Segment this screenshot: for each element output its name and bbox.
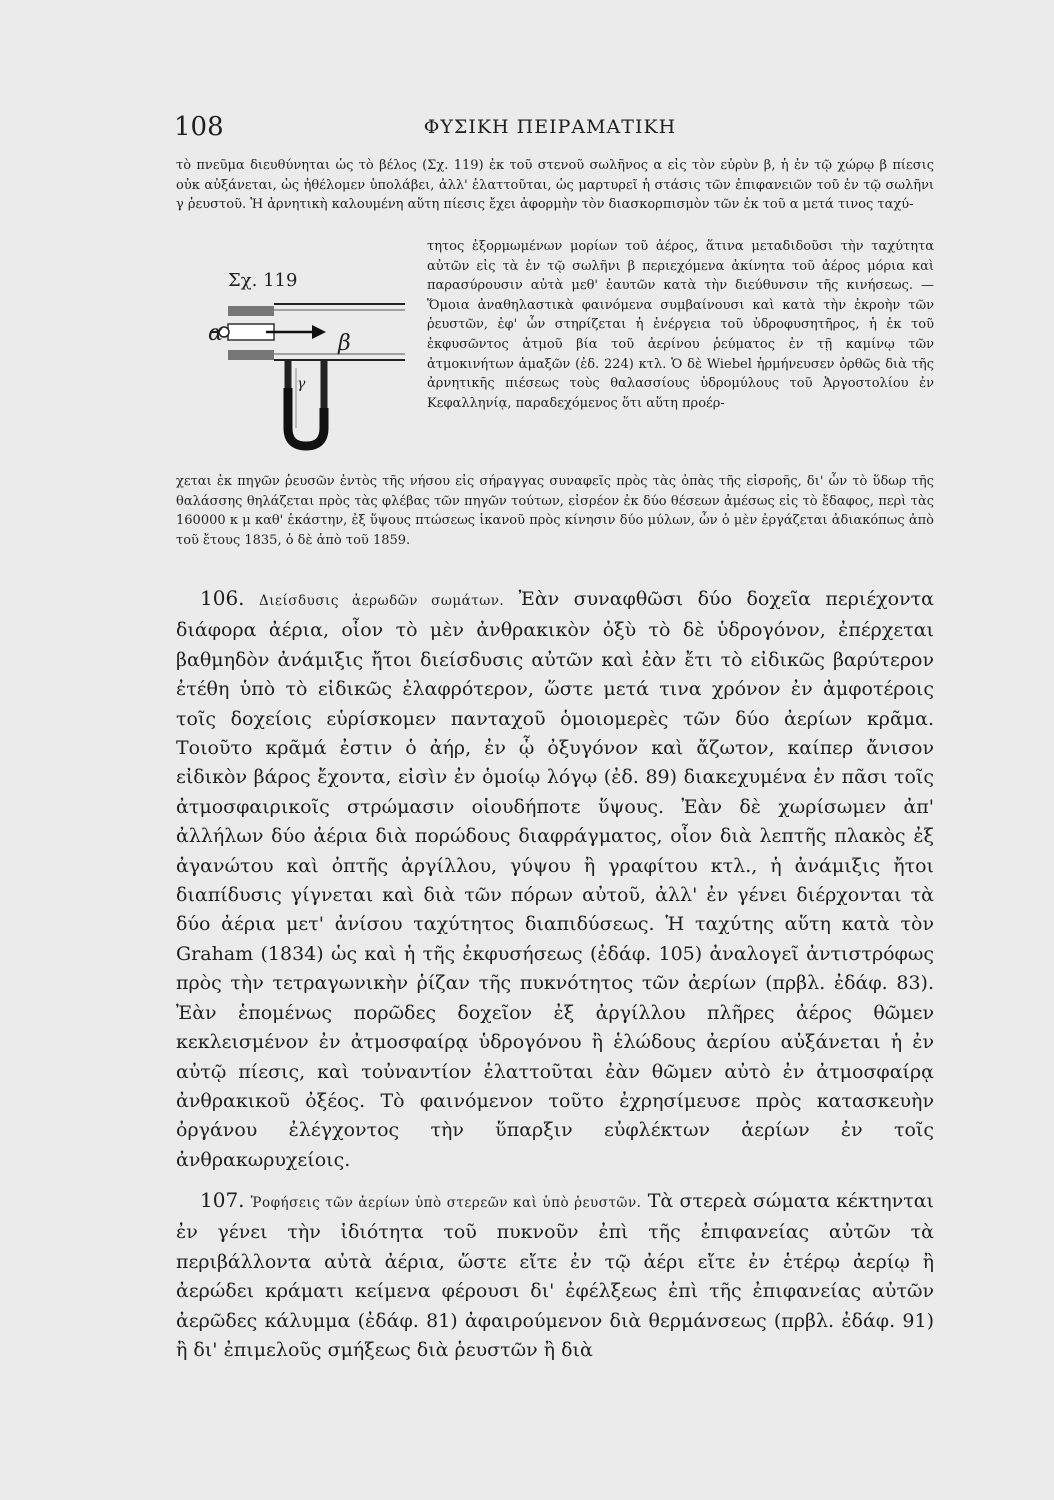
tube-diagram <box>200 268 420 458</box>
section-106 <box>176 584 934 1175</box>
paragraph-continuation: χεται ἐκ πηγῶν ῥευσῶν ἐντὸς τῆς νήσου εἰς σήραγγας συναφεῖς πρὸς τὰς ὀπὰς τῆς εἰσροῆς, δι' ὧν τὸ ὕδωρ τῆς θαλάσσης θηλάζεται πρὸς τὰς φλέβας τῶν πηγῶν τούτων, εἰσρέον ἐκ δύο θέσεων ἀμέσως εἰς τὸ ἔδαφος, περὶ τὰς 160000 κ μ καθ' ἑκάστην, ἐξ ὕψους πτώσεως ἱκανοῦ πρὸς κίνησιν δύο μύλων, ὧν ὁ μὲν ἐργάζεται ἀδιακόπως ἀπὸ τοῦ ἔτους 1835, ὁ δὲ ἀπὸ τοῦ 1859. <box>176 474 934 548</box>
page-number: 108 <box>174 112 224 142</box>
section-106-heading: Διείσδυσις ἀερωδῶν σωμάτων. <box>258 593 505 609</box>
figure-caption: Σχ. 119 <box>228 270 298 291</box>
section-107-text: Τὰ στερεὰ σώματα κέκτηνται ἐν γένει τὴν ἰδιότητα τοῦ πυκνοῦν ἐπὶ τῆς ἐπιφανείας αὐτῶν τὰ περιβάλλοντα αὐτὰ ἀέρια, ὥστε εἴτε ἐν τῷ ἀέρι εἴτε ἐν ἑτέρῳ ἀερίῳ ἢ ἀερώδει κράματι κείμενα φέρουσι δι' ἐφέλξεως ἐπὶ τῆς ἐπιφανείας αὐτῶν ἀερῶδες κάλυμμα (ἐδάφ. 81) ἀφαιρούμενον διὰ θερμάνσεως (πρβλ. ἐδάφ. 91) ἢ δι' ἐπιμελοῦς σμήξεως διὰ ῥευστῶν ἢ διὰ <box>176 1190 934 1362</box>
section-107 <box>176 1186 934 1365</box>
label-b: β <box>338 331 351 356</box>
section-107-heading: Ῥοφήσεις τῶν ἀερίων ὑπὸ στερεῶν καὶ ὑπὸ ῥευστῶν. <box>250 1195 642 1211</box>
section-106-text: Ἐὰν συναφθῶσι δύο δοχεῖα περιέχοντα διάφορα ἀέρια, οἷον τὸ μὲν ἀνθρακικὸν ὀξὺ τὸ δὲ ὑδρογόνον, ἐπέρχεται βαθμηδὸν ἀνάμιξις ἤτοι διείσδυσις αὐτῶν καὶ ἐὰν ἔτι τὸ εἰδικῶς βαρύτερον ἐτέθη ὑπὸ τὸ εἰδικῶς ἐλαφρότερον, ὥστε μετά τινα χρόνον ἐν ἀμφοτέροις τοῖς δοχείοις εὑρίσκομεν πανταχοῦ ὁμοιομερὲς τῶν δύο ἀερίων κρᾶμα. Τοιοῦτο κρᾶμά ἐστιν ὁ ἀήρ, ἐν ᾧ ὀξυγόνον καὶ ἄζωτον, καίπερ ἄνισον εἰδικὸν βάρος ἔχοντα, εἰσὶν ἐν ὁμοίῳ λόγῳ (ἐδ. 89) διακεχυμένα ἐν πᾶσι τοῖς ἀτμοσφαιρικοῖς στρώμασιν οἱουδήποτε ὕψους. Ἐὰν δὲ χωρίσωμεν ἀπ' ἀλλήλων δύο ἀέρια διὰ πορώδους διαφράγματος, οἷον διὰ λεπτῆς πλακὸς ἐξ ἀγανώτου καὶ ὀπτῆς ἀργίλλου, γύψου ἢ γραφίτου κτλ., ἡ ἀνάμιξις ἤτοι διαπίδυσις γίγνεται καὶ διὰ τῶν πόρων αὐτοῦ, ἀλλ' ἐν γένει διέρχονται τὰ δύο ἀέρια μετ' ἀνίσου ταχύτητος διαπιδύσεως. Ἡ ταχύτης αὕτη κατὰ τὸν Graham (1834) ὡς καὶ ἡ τῆς ἐκφυσήσεως (ἐδάφ. 105) ἀναλογεῖ ἀντιστρόφως πρὸς τὴν τετραγωνικὴν ῥίζαν τῆς πυκνότητος τῶν ἀερίων (πρβλ. ἐδάφ. 83). Ἐὰν ἑπομένως πορῶδες δοχεῖον ἐξ ἀργίλλου πλῆρες ἀέρος θῶμεν κεκλεισμένον ἐν ἀτμοσφαίρᾳ ὑδρογόνου ἢ ἑλώδους ἀερίου αὐξάνεται ἡ ἐν αὐτῷ πίεσις, καὶ τοὐναντίον ἐλαττοῦται ἐὰν θῶμεν αὐτὸ ἐν ἀτμοσφαίρᾳ ἀνθρακικοῦ ὀξέος. Τὸ φαινόμενον τοῦτο ἐχρησίμευσε πρὸς κατασκευὴν ὀργάνου ἐλέγχοντος τὴν ὕπαρξιν εὐφλέκτων ἀερίων ἐν τοῖς ἀνθρακωρυχείοις. <box>176 588 935 1171</box>
flow-arrow <box>266 325 326 339</box>
paragraph-intro: τὸ πνεῦμα διευθύνηται ὡς τὸ βέλος (Σχ. 119) ἐκ τοῦ στενοῦ σωλῆνος α εἰς τὸν εὐρὺν β, ἡ ἐν τῷ χώρῳ β πίεσις οὐκ αὐξάνεται, ὡς ἠθέλομεν ὑπολάβει, ἀλλ' ἐλαττοῦται, ὡς μαρτυρεῖ ἡ στάσις τῶν ἐπιφανειῶν τοῦ ἐν τῷ σωλῆνι γ ῥευστοῦ. Ἡ ἀρνητικὴ καλουμένη αὕτη πίεσις ἔχει ἀφορμὴν τὸν διασκορπισμὸν τῶν ἐκ τοῦ α μετά τινος ταχύ- <box>176 158 934 213</box>
section-106-number: 106. <box>200 586 245 610</box>
running-title: ΦΥΣΙΚΗ ΠΕΙΡΑΜΑΤΙΚΗ <box>423 116 677 138</box>
paragraph-wrap: τητος ἐξορμωμένων μορίων τοῦ ἀέρος, ἅτινα μεταδιδοῦσι τὴν ταχύτητα αὐτῶν εἰς τὰ ἐν τῷ σωλῆνι β περιεχόμενα ἀκίνητα τοῦ ἀέρος μόρια καὶ παρασύρουσιν αὐτὰ μεθ' ἑαυτῶν κατὰ τὴν διεύθυνσιν τῆς κινήσεως. — Ὅμοια ἀναθηλαστικὰ φαινόμενα συμβαίνουσι καὶ κατὰ τὴν ἐκροὴν τῶν ῥευστῶν, ἐφ' ὧν στηρίζεται ἡ ἐνέργεια τοῦ ὑδροφυσητῆρος, ἡ ἐκ τοῦ ἐκφυσῶντος ἀτμοῦ βία τοῦ ἀερίνου ῥεύματος ἐν τῇ καμίνῳ τῶν ἀτμοκινήτων ἁμαξῶν (ἐδ. 224) κτλ. Ὁ δὲ Wiebel ἡρμήνευσεν ὀρθῶς διὰ τῆς ἀρνητικῆς πιέσεως τοὺς θαλασσίους ὑδρομύλους τοῦ Ἀργοστολίου ἐν Κεφαλληνίᾳ, παραδεχόμενος ὅτι αὕτη προέρ- <box>427 239 934 411</box>
section-107-number: 107. <box>200 1188 245 1212</box>
label-a: α <box>208 321 223 346</box>
label-g: γ <box>297 376 306 392</box>
page-header <box>166 112 934 146</box>
u-tube-gamma <box>288 360 324 446</box>
figure-119 <box>200 268 420 458</box>
